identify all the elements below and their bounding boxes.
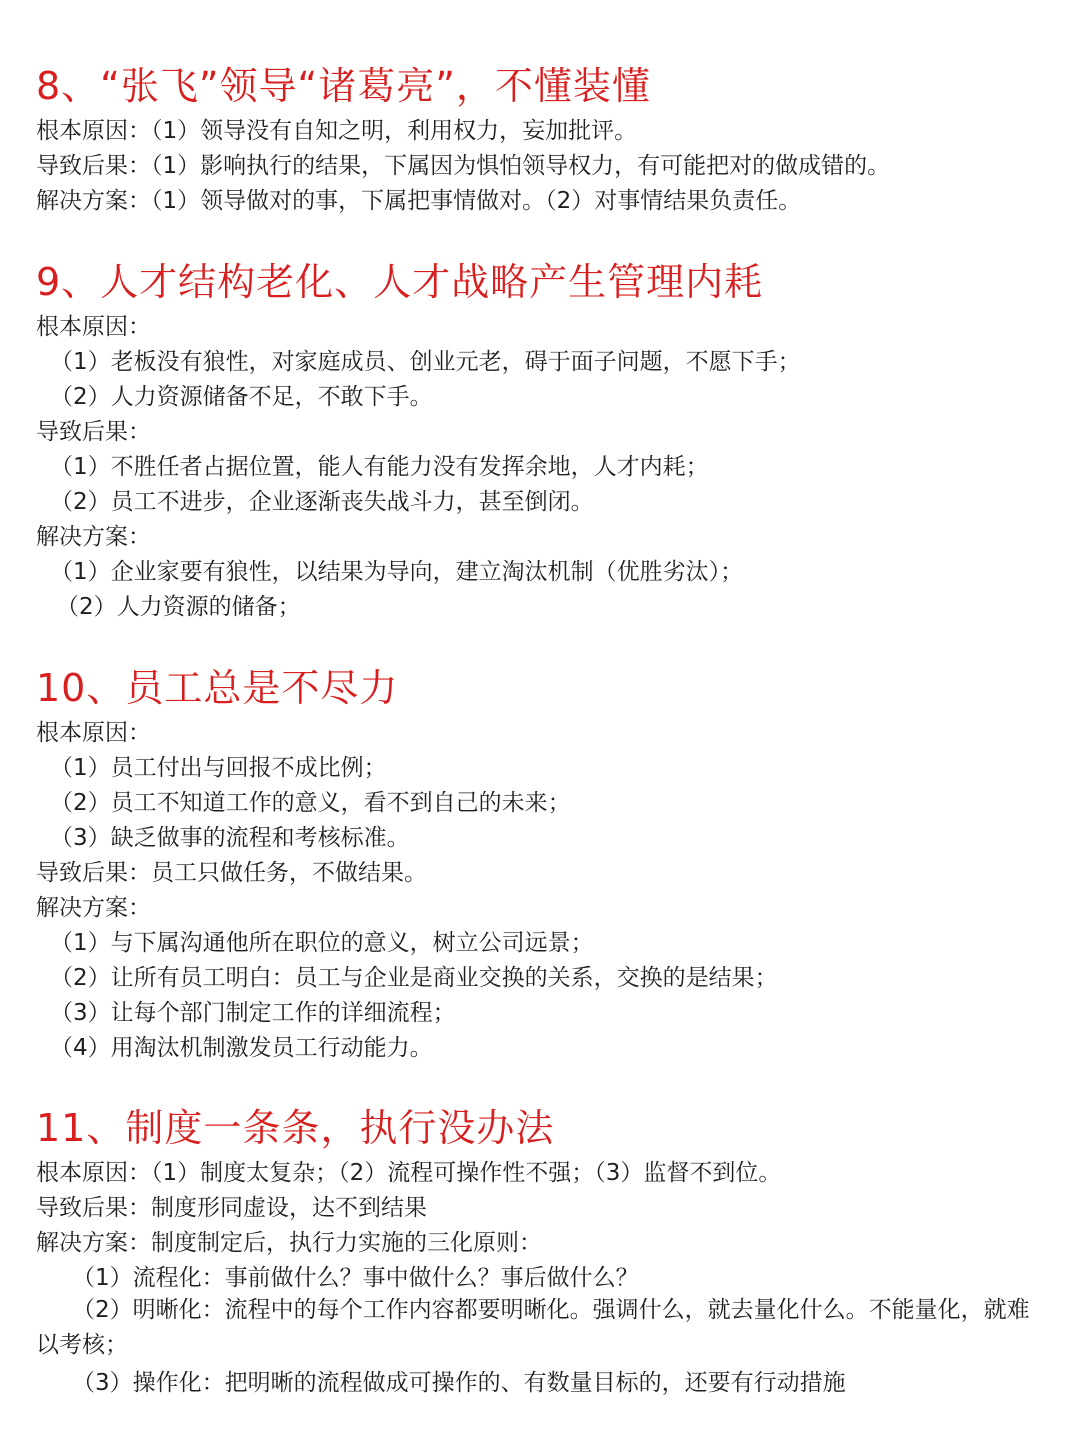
section-9-consequence-item: （1）不胜任者占据位置，能人有能力没有发挥余地，人才内耗； (50, 454, 709, 480)
section-9-solution-item: （1）企业家要有狼性，以结果为导向，建立淘汰机制（优胜劣汰）； (50, 559, 744, 585)
section-9-title: 9、人才结构老化、人才战略产生管理内耗 (36, 260, 764, 304)
section-11-solution-item: （1）流程化：事前做什么？事中做什么？事后做什么？ (72, 1265, 639, 1291)
section-10-consequence: 导致后果：员工只做任务，不做结果。 (36, 860, 427, 886)
section-9-solution-item: （2）人力资源的储备； (56, 594, 301, 620)
section-10-solution-item: （4）用淘汰机制激发员工行动能力。 (50, 1035, 433, 1061)
section-10-solution-item: （1）与下属沟通他所在职位的意义，树立公司远景； (50, 930, 594, 956)
section-9-consequence-item: （2）员工不进步，企业逐渐丧失战斗力，甚至倒闭。 (50, 489, 594, 515)
section-9-solution-label: 解决方案： (36, 524, 151, 550)
section-11-solution-item: （3）操作化：把明晰的流程做成可操作的、有数量目标的，还要有行动措施 (72, 1370, 846, 1396)
section-10-cause-label: 根本原因： (36, 720, 151, 746)
section-10-solution-item: （3）让每个部门制定工作的详细流程； (50, 1000, 456, 1026)
section-11-title: 11、制度一条条，执行没办法 (36, 1106, 555, 1150)
section-9-consequence-label: 导致后果： (36, 419, 151, 445)
section-11-consequence: 导致后果：制度形同虚设，达不到结果 (36, 1195, 427, 1221)
section-10-solution-label: 解决方案： (36, 895, 151, 921)
section-9-cause-item: （2）人力资源储备不足，不敢下手。 (50, 384, 433, 410)
section-10-solution-item: （2）让所有员工明白：员工与企业是商业交换的关系，交换的是结果； (50, 965, 778, 991)
section-8-cause: 根本原因：（1）领导没有自知之明，利用权力，妄加批评。 (36, 118, 638, 144)
section-10-title: 10、员工总是不尽力 (36, 666, 399, 710)
section-8-consequence: 导致后果：（1）影响执行的结果，下属因为惧怕领导权力，有可能把对的做成错的。 (36, 153, 891, 179)
section-9-cause-label: 根本原因： (36, 314, 151, 340)
section-8-title: 8、“张飞”领导“诸葛亮”，不懂装懂 (36, 64, 651, 108)
section-11-cause: 根本原因：（1）制度太复杂；（2）流程可操作性不强；（3）监督不到位。 (36, 1160, 782, 1186)
section-11-solution-item: （2）明晰化：流程中的每个工作内容都要明晰化。强调什么，就去量化什么。不能量化，就难以考核； (36, 1297, 1030, 1358)
section-11-solution-label: 解决方案：制度制定后，执行力实施的三化原则： (36, 1230, 542, 1256)
section-10-cause-item: （3）缺乏做事的流程和考核标准。 (50, 825, 410, 851)
section-9-cause-item: （1）老板没有狼性，对家庭成员、创业元老，碍于面子问题，不愿下手； (50, 349, 801, 375)
section-10-cause-item: （2）员工不知道工作的意义，看不到自己的未来； (50, 790, 571, 816)
section-8-solution: 解决方案：（1）领导做对的事，下属把事情做对。（2）对事情结果负责任。 (36, 188, 802, 214)
section-10-cause-item: （1）员工付出与回报不成比例； (50, 755, 387, 781)
